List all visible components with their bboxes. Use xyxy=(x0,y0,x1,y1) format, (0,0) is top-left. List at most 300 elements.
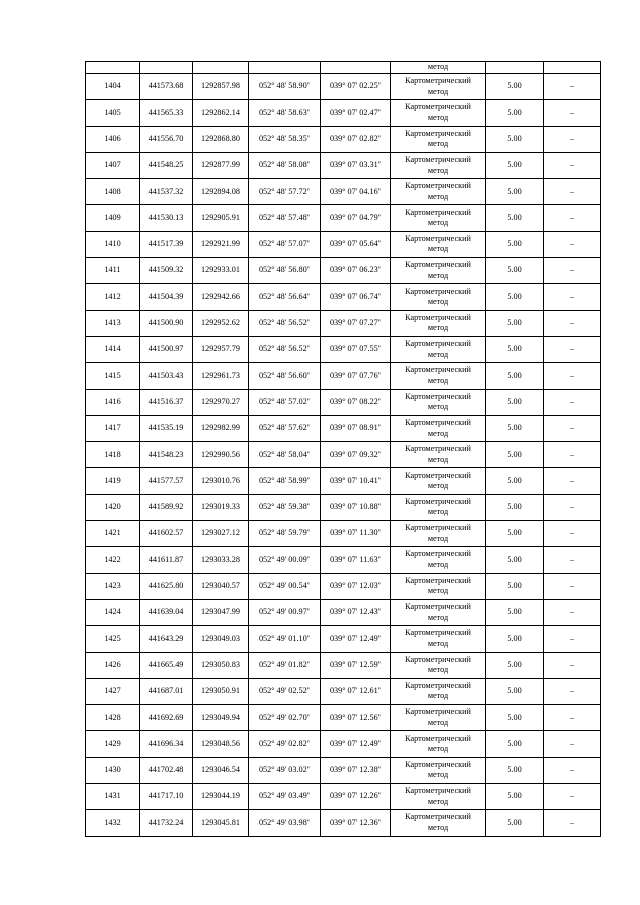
cell-description: – xyxy=(544,626,601,652)
cell-y-coordinate: 1292990.56 xyxy=(193,442,249,468)
cell-x-coordinate: 441556.70 xyxy=(140,126,193,152)
cell-method xyxy=(391,757,486,783)
cell-y-coordinate: 1292868.80 xyxy=(193,126,249,152)
cell-longitude: 039° 07' 12.36" xyxy=(321,810,391,836)
cell-x-coordinate: 441500.97 xyxy=(140,336,193,362)
cell-y-coordinate: 1292982.99 xyxy=(193,415,249,441)
cell-point-number: 1419 xyxy=(86,468,140,494)
cell-accuracy: 5.00 xyxy=(486,494,544,520)
cell-x-coordinate: 441535.19 xyxy=(140,415,193,441)
cell-y-coordinate: 1293050.91 xyxy=(193,678,249,704)
cell-y-coordinate: 1292942.66 xyxy=(193,284,249,310)
cell-accuracy: 5.00 xyxy=(486,784,544,810)
method-line-2: метод xyxy=(427,191,449,201)
method-line-1: Картометрический xyxy=(405,523,471,533)
cell-description: – xyxy=(544,810,601,836)
cell-point-number: 1410 xyxy=(86,231,140,257)
cell-x-coordinate: 441639.04 xyxy=(140,599,193,625)
cell-description: – xyxy=(544,678,601,704)
cell-method xyxy=(391,415,486,441)
method-line-1: Картометрический xyxy=(405,233,471,243)
table-row xyxy=(86,652,601,678)
cell-point-number: 1411 xyxy=(86,258,140,284)
cell-latitude: 052° 48' 57.02" xyxy=(249,389,321,415)
cell-description: – xyxy=(544,126,601,152)
cell-x-coordinate: 441565.33 xyxy=(140,100,193,126)
cell-point-number: 1429 xyxy=(86,731,140,757)
method-line-2: метод xyxy=(427,165,449,175)
cell-latitude: 052° 48' 56.60" xyxy=(249,363,321,389)
cell-accuracy: 5.00 xyxy=(486,547,544,573)
table-row xyxy=(86,205,601,231)
cell-latitude: 052° 49' 00.54" xyxy=(249,573,321,599)
cell-longitude: 039° 07' 12.49" xyxy=(321,626,391,652)
cell-accuracy: 5.00 xyxy=(486,468,544,494)
cell-point-number: 1424 xyxy=(86,599,140,625)
cell-x-coordinate: 441530.13 xyxy=(140,205,193,231)
method-line-1: Картометрический xyxy=(405,786,471,796)
cell-point-number: 1426 xyxy=(86,652,140,678)
cell-longitude: 039° 07' 08.22" xyxy=(321,389,391,415)
cell-longitude: 039° 07' 04.16" xyxy=(321,179,391,205)
cell-y-coordinate: 1292921.99 xyxy=(193,231,249,257)
cell-description: – xyxy=(544,284,601,310)
cell-x-coordinate: 441577.57 xyxy=(140,468,193,494)
cell-y-coordinate: 1293047.99 xyxy=(193,599,249,625)
cell-accuracy: 5.00 xyxy=(486,521,544,547)
cell-latitude: 052° 48' 57.48" xyxy=(249,205,321,231)
table-row xyxy=(86,231,601,257)
method-line-2: метод xyxy=(427,638,449,648)
method-line-2: метод xyxy=(427,691,449,701)
cell-longitude: 039° 07' 06.23" xyxy=(321,258,391,284)
cell-description: – xyxy=(544,336,601,362)
cell-longitude: 039° 07' 10.88" xyxy=(321,494,391,520)
cell-point-number: 1414 xyxy=(86,336,140,362)
cell-point-number: 1430 xyxy=(86,757,140,783)
cell-method xyxy=(391,231,486,257)
table-row xyxy=(86,468,601,494)
cell-description: – xyxy=(544,310,601,336)
method-line-1: Картометрический xyxy=(405,128,471,138)
cell-accuracy: 5.00 xyxy=(486,389,544,415)
cell-y-coordinate: 1292970.27 xyxy=(193,389,249,415)
cell-latitude: 052° 48' 56.80" xyxy=(249,258,321,284)
cell-description: – xyxy=(544,573,601,599)
cell-accuracy: 5.00 xyxy=(486,599,544,625)
cell-latitude: 052° 48' 58.35" xyxy=(249,126,321,152)
cell-latitude: 052° 49' 02.70" xyxy=(249,705,321,731)
table-row xyxy=(86,179,601,205)
cell-description: – xyxy=(544,100,601,126)
cell-latitude: 052° 48' 58.63" xyxy=(249,100,321,126)
cell-accuracy: 5.00 xyxy=(486,258,544,284)
cell-point-number: 1421 xyxy=(86,521,140,547)
method-line-2: метод xyxy=(427,744,449,754)
cell-x-coordinate: 441696.34 xyxy=(140,731,193,757)
method-line-2: метод xyxy=(427,507,449,517)
cell-y-coordinate: 1293045.81 xyxy=(193,810,249,836)
method-line-1: Картометрический xyxy=(405,76,471,86)
cell-accuracy: 5.00 xyxy=(486,442,544,468)
cell-point-number: 1415 xyxy=(86,363,140,389)
table-row xyxy=(86,389,601,415)
method-line-1: Картометрический xyxy=(405,602,471,612)
table-row xyxy=(86,599,601,625)
method-line-1: Картометрический xyxy=(405,391,471,401)
cell-description: – xyxy=(544,705,601,731)
cell-x-coordinate: 441717.10 xyxy=(140,784,193,810)
method-line-1: Картометрический xyxy=(405,312,471,322)
method-line-2: метод xyxy=(427,665,449,675)
method-line-2: метод xyxy=(427,586,449,596)
cell-method xyxy=(391,521,486,547)
cell-longitude: 039° 07' 02.82" xyxy=(321,126,391,152)
cell-latitude: 052° 48' 59.38" xyxy=(249,494,321,520)
cell-x-coordinate: 441537.32 xyxy=(140,179,193,205)
cell-x-coordinate: 441611.87 xyxy=(140,547,193,573)
cell-latitude: 052° 48' 59.79" xyxy=(249,521,321,547)
cell-latitude: 052° 49' 02.82" xyxy=(249,731,321,757)
cell-y-coordinate: 1292961.73 xyxy=(193,363,249,389)
table-row xyxy=(86,784,601,810)
cell-y-coordinate: 1293049.94 xyxy=(193,705,249,731)
cell-empty xyxy=(140,62,193,74)
cell-longitude: 039° 07' 12.38" xyxy=(321,757,391,783)
cell-latitude: 052° 49' 01.10" xyxy=(249,626,321,652)
method-line-2: метод xyxy=(427,454,449,464)
cell-y-coordinate: 1293048.56 xyxy=(193,731,249,757)
table-row xyxy=(86,810,601,836)
cell-method xyxy=(391,336,486,362)
coordinates-table xyxy=(85,61,601,837)
table-row xyxy=(86,152,601,178)
cell-x-coordinate: 441602.57 xyxy=(140,521,193,547)
cell-method xyxy=(391,284,486,310)
cell-longitude: 039° 07' 12.49" xyxy=(321,731,391,757)
cell-point-number: 1417 xyxy=(86,415,140,441)
cell-point-number: 1432 xyxy=(86,810,140,836)
method-line-2: метод xyxy=(427,244,449,254)
cell-method-tail: метод xyxy=(391,62,486,74)
method-line-1: Картометрический xyxy=(405,654,471,664)
cell-accuracy: 5.00 xyxy=(486,231,544,257)
cell-description: – xyxy=(544,205,601,231)
cell-accuracy: 5.00 xyxy=(486,678,544,704)
cell-point-number: 1420 xyxy=(86,494,140,520)
cell-latitude: 052° 49' 02.52" xyxy=(249,678,321,704)
cell-x-coordinate: 441500.90 xyxy=(140,310,193,336)
cell-latitude: 052° 48' 58.90" xyxy=(249,74,321,100)
method-line-1: Картометрический xyxy=(405,680,471,690)
cell-accuracy: 5.00 xyxy=(486,705,544,731)
method-line-1: Картометрический xyxy=(405,102,471,112)
cell-method xyxy=(391,100,486,126)
cell-y-coordinate: 1292957.79 xyxy=(193,336,249,362)
cell-method xyxy=(391,179,486,205)
cell-description: – xyxy=(544,152,601,178)
table-row xyxy=(86,547,601,573)
cell-accuracy: 5.00 xyxy=(486,179,544,205)
cell-latitude: 052° 49' 03.98" xyxy=(249,810,321,836)
cell-description: – xyxy=(544,363,601,389)
cell-longitude: 039° 07' 02.25" xyxy=(321,74,391,100)
cell-x-coordinate: 441625.80 xyxy=(140,573,193,599)
cell-description: – xyxy=(544,784,601,810)
cell-longitude: 039° 07' 02.47" xyxy=(321,100,391,126)
cell-accuracy: 5.00 xyxy=(486,363,544,389)
cell-method xyxy=(391,363,486,389)
table-row xyxy=(86,757,601,783)
cell-y-coordinate: 1293046.54 xyxy=(193,757,249,783)
cell-longitude: 039° 07' 08.91" xyxy=(321,415,391,441)
cell-description: – xyxy=(544,442,601,468)
table-row xyxy=(86,336,601,362)
cell-empty xyxy=(486,62,544,74)
table-row xyxy=(86,626,601,652)
cell-y-coordinate: 1292857.98 xyxy=(193,74,249,100)
cell-y-coordinate: 1293010.76 xyxy=(193,468,249,494)
table-row xyxy=(86,74,601,100)
cell-empty xyxy=(193,62,249,74)
method-line-2: метод xyxy=(427,559,449,569)
method-line-1: Картометрический xyxy=(405,733,471,743)
cell-description: – xyxy=(544,652,601,678)
method-line-1: Картометрический xyxy=(405,628,471,638)
method-line-2: метод xyxy=(427,375,449,385)
cell-method xyxy=(391,258,486,284)
cell-longitude: 039° 07' 12.26" xyxy=(321,784,391,810)
cell-method xyxy=(391,126,486,152)
cell-x-coordinate: 441517.39 xyxy=(140,231,193,257)
cell-description: – xyxy=(544,547,601,573)
method-line-2: метод xyxy=(427,323,449,333)
table-row xyxy=(86,310,601,336)
method-line-2: метод xyxy=(427,349,449,359)
cell-description: – xyxy=(544,521,601,547)
cell-y-coordinate: 1292862.14 xyxy=(193,100,249,126)
cell-empty xyxy=(544,62,601,74)
cell-x-coordinate: 441692.69 xyxy=(140,705,193,731)
method-line-2: метод xyxy=(427,428,449,438)
table-row xyxy=(86,258,601,284)
method-line-1: Картометрический xyxy=(405,549,471,559)
cell-method xyxy=(391,810,486,836)
method-line-1: Картометрический xyxy=(405,286,471,296)
cell-x-coordinate: 441643.29 xyxy=(140,626,193,652)
cell-accuracy: 5.00 xyxy=(486,731,544,757)
cell-latitude: 052° 48' 58.08" xyxy=(249,152,321,178)
cell-y-coordinate: 1292877.99 xyxy=(193,152,249,178)
cell-method xyxy=(391,468,486,494)
table-row xyxy=(86,415,601,441)
cell-longitude: 039° 07' 07.27" xyxy=(321,310,391,336)
cell-description: – xyxy=(544,258,601,284)
cell-method xyxy=(391,310,486,336)
method-line-1: Картометрический xyxy=(405,418,471,427)
cell-description: – xyxy=(544,389,601,415)
cell-accuracy: 5.00 xyxy=(486,757,544,783)
method-line-2: метод xyxy=(427,796,449,806)
cell-method xyxy=(391,547,486,573)
cell-latitude: 052° 48' 57.07" xyxy=(249,231,321,257)
cell-x-coordinate: 441548.23 xyxy=(140,442,193,468)
cell-longitude: 039° 07' 04.79" xyxy=(321,205,391,231)
cell-latitude: 052° 49' 01.82" xyxy=(249,652,321,678)
cell-x-coordinate: 441503.43 xyxy=(140,363,193,389)
cell-latitude: 052° 49' 03.02" xyxy=(249,757,321,783)
method-line-2: метод xyxy=(427,612,449,622)
cell-x-coordinate: 441548.25 xyxy=(140,152,193,178)
cell-longitude: 039° 07' 12.56" xyxy=(321,705,391,731)
method-line-2: метод xyxy=(427,270,449,280)
method-line-2: метод xyxy=(427,717,449,727)
table-row xyxy=(86,521,601,547)
cell-point-number: 1425 xyxy=(86,626,140,652)
cell-accuracy: 5.00 xyxy=(486,100,544,126)
cell-method xyxy=(391,573,486,599)
cell-y-coordinate: 1293027.12 xyxy=(193,521,249,547)
cell-point-number: 1431 xyxy=(86,784,140,810)
cell-latitude: 052° 49' 00.97" xyxy=(249,599,321,625)
cell-y-coordinate: 1292933.01 xyxy=(193,258,249,284)
cell-longitude: 039° 07' 12.03" xyxy=(321,573,391,599)
cell-x-coordinate: 441687.01 xyxy=(140,678,193,704)
method-line-1: Картометрический xyxy=(405,260,471,270)
method-line-1: Картометрический xyxy=(405,155,471,165)
cell-y-coordinate: 1292905.91 xyxy=(193,205,249,231)
method-line-1: Картометрический xyxy=(405,812,471,822)
cell-point-number: 1407 xyxy=(86,152,140,178)
cell-y-coordinate: 1292894.08 xyxy=(193,179,249,205)
cell-point-number: 1418 xyxy=(86,442,140,468)
cell-latitude: 052° 48' 56.64" xyxy=(249,284,321,310)
table-row xyxy=(86,442,601,468)
cell-x-coordinate: 441702.48 xyxy=(140,757,193,783)
cell-latitude: 052° 48' 57.62" xyxy=(249,415,321,441)
cell-longitude: 039° 07' 07.55" xyxy=(321,336,391,362)
cell-accuracy: 5.00 xyxy=(486,573,544,599)
cell-description: – xyxy=(544,599,601,625)
cell-latitude: 052° 49' 03.49" xyxy=(249,784,321,810)
cell-latitude: 052° 48' 56.52" xyxy=(249,336,321,362)
cell-point-number: 1423 xyxy=(86,573,140,599)
table-row xyxy=(86,284,601,310)
table-row xyxy=(86,494,601,520)
cell-longitude: 039° 07' 06.74" xyxy=(321,284,391,310)
cell-y-coordinate: 1292952.62 xyxy=(193,310,249,336)
cell-x-coordinate: 441504.39 xyxy=(140,284,193,310)
cell-latitude: 052° 48' 56.52" xyxy=(249,310,321,336)
cell-accuracy: 5.00 xyxy=(486,152,544,178)
cell-method xyxy=(391,152,486,178)
cell-x-coordinate: 441732.24 xyxy=(140,810,193,836)
cell-description: – xyxy=(544,231,601,257)
cell-description: – xyxy=(544,468,601,494)
cell-point-number: 1405 xyxy=(86,100,140,126)
cell-point-number: 1422 xyxy=(86,547,140,573)
cell-longitude: 039° 07' 09.32" xyxy=(321,442,391,468)
table-row xyxy=(86,731,601,757)
cell-description: – xyxy=(544,731,601,757)
cell-y-coordinate: 1293050.83 xyxy=(193,652,249,678)
cell-longitude: 039° 07' 12.61" xyxy=(321,678,391,704)
cell-method xyxy=(391,731,486,757)
method-line-1: Картометрический xyxy=(405,339,471,349)
cell-accuracy: 5.00 xyxy=(486,626,544,652)
cell-longitude: 039° 07' 12.43" xyxy=(321,599,391,625)
cell-longitude: 039° 07' 07.76" xyxy=(321,363,391,389)
table-row xyxy=(86,100,601,126)
cell-latitude: 052° 48' 58.04" xyxy=(249,442,321,468)
cell-accuracy: 5.00 xyxy=(486,205,544,231)
method-line-1: Картометрический xyxy=(405,207,471,217)
table-row xyxy=(86,573,601,599)
cell-description: – xyxy=(544,757,601,783)
cell-description: – xyxy=(544,494,601,520)
cell-longitude: 039° 07' 03.31" xyxy=(321,152,391,178)
cell-method xyxy=(391,599,486,625)
cell-point-number: 1404 xyxy=(86,74,140,100)
cell-accuracy: 5.00 xyxy=(486,415,544,441)
cell-method xyxy=(391,626,486,652)
table-body xyxy=(86,62,601,837)
cell-longitude: 039° 07' 12.59" xyxy=(321,652,391,678)
method-line-2: метод xyxy=(427,112,449,122)
cell-y-coordinate: 1293049.03 xyxy=(193,626,249,652)
cell-x-coordinate: 441516.37 xyxy=(140,389,193,415)
cell-longitude: 039° 07' 11.63" xyxy=(321,547,391,573)
cell-latitude: 052° 48' 58.99" xyxy=(249,468,321,494)
cell-description: – xyxy=(544,74,601,100)
cell-method xyxy=(391,652,486,678)
method-line-1: Картометрический xyxy=(405,575,471,585)
cell-description: – xyxy=(544,415,601,441)
method-line-2: метод xyxy=(427,86,449,96)
cell-empty xyxy=(249,62,321,74)
table-row xyxy=(86,363,601,389)
cell-empty xyxy=(86,62,140,74)
method-line-1: Картометрический xyxy=(405,470,471,480)
cell-point-number: 1427 xyxy=(86,678,140,704)
method-line-1: Картометрический xyxy=(405,181,471,191)
cell-point-number: 1409 xyxy=(86,205,140,231)
method-line-1: Картометрический xyxy=(405,365,471,375)
cell-description: – xyxy=(544,179,601,205)
cell-method xyxy=(391,74,486,100)
cell-accuracy: 5.00 xyxy=(486,126,544,152)
cell-x-coordinate: 441509.32 xyxy=(140,258,193,284)
method-line-2: метод xyxy=(427,218,449,228)
method-line-2: метод xyxy=(427,139,449,149)
method-line-1: Картометрический xyxy=(405,707,471,717)
method-line-2: метод xyxy=(427,533,449,543)
cell-y-coordinate: 1293044.19 xyxy=(193,784,249,810)
cell-accuracy: 5.00 xyxy=(486,652,544,678)
cell-point-number: 1412 xyxy=(86,284,140,310)
cell-accuracy: 5.00 xyxy=(486,74,544,100)
table-row xyxy=(86,126,601,152)
method-line-1: Картометрический xyxy=(405,444,471,454)
method-line-2: метод xyxy=(427,481,449,491)
continuation-row xyxy=(86,62,601,74)
cell-method xyxy=(391,205,486,231)
method-line-1: Картометрический xyxy=(405,759,471,769)
cell-point-number: 1408 xyxy=(86,179,140,205)
cell-point-number: 1413 xyxy=(86,310,140,336)
cell-method xyxy=(391,784,486,810)
cell-longitude: 039° 07' 10.41" xyxy=(321,468,391,494)
